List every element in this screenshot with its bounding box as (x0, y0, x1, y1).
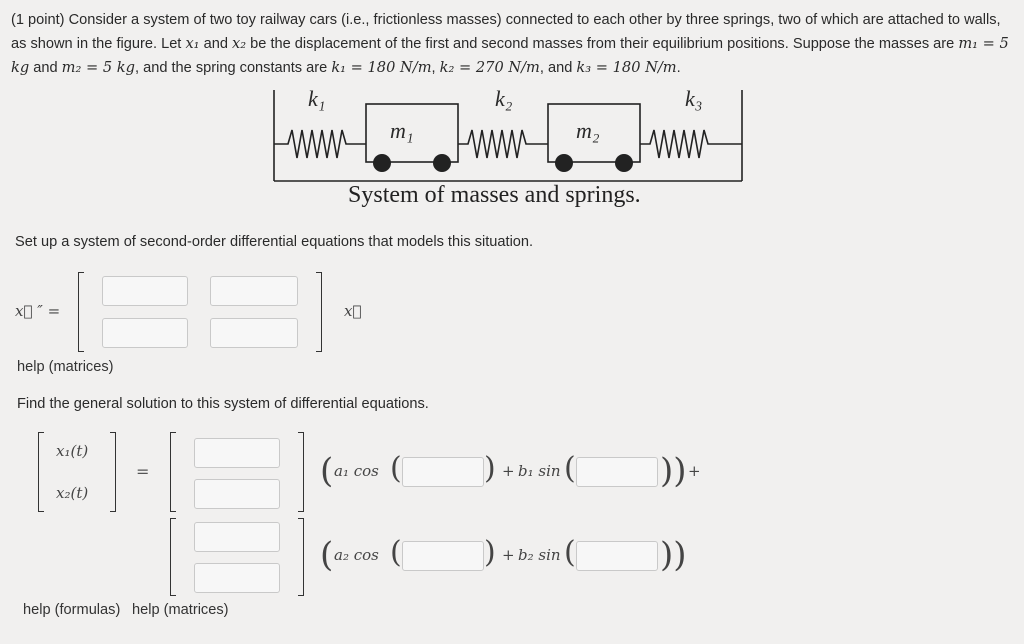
k3-equation: k₃ = 180 N/m (576, 59, 677, 76)
help-formulas-link[interactable]: help (formulas) (23, 602, 121, 618)
sin-open-paren-1: ( (564, 451, 576, 486)
intro-text: (1 point) Consider a system of two toy railway cars (i.e., frictionless masses) connected to each other by three springs, two of which are attached to walls, as shown in the figure. Let (11, 12, 1001, 52)
vector1-right-bracket (298, 432, 304, 512)
period: . (676, 60, 681, 76)
vector1-left-bracket (170, 432, 176, 512)
problem-statement (11, 9, 1011, 80)
matrix-right-bracket (316, 272, 322, 352)
wheel (433, 154, 451, 172)
x-vector-rhs: x⃗ (344, 302, 362, 320)
open-paren-1: ( (320, 451, 334, 491)
and-text: and (203, 36, 228, 52)
plus-2: + (502, 546, 515, 564)
solution-right-bracket (110, 432, 116, 512)
cos-open-paren-2: ( (390, 535, 402, 570)
comma-and: , and (539, 60, 573, 76)
spring-k2 (458, 130, 548, 158)
matrix-a21-input[interactable] (102, 318, 188, 348)
x2-symbol: x₂ (232, 35, 247, 52)
sin-arg-1-input[interactable] (576, 457, 658, 487)
label-k3: k₃ (685, 86, 703, 111)
part2-prompt: Find the general solution to this system of differential equations. (17, 396, 429, 412)
and-text-2: and (33, 60, 58, 76)
part1-prompt: Set up a system of second-order differential equations that models this situation. (15, 234, 534, 250)
cos-arg-2-input[interactable] (402, 541, 484, 571)
wheel (615, 154, 633, 172)
label-k1: k₁ (308, 86, 326, 111)
b1-sin: b₁ sin (518, 462, 561, 480)
eigvec2-bottom-input[interactable] (194, 563, 280, 593)
eigvec2-top-input[interactable] (194, 522, 280, 552)
wheels (373, 154, 633, 172)
b2-sin: b₂ sin (518, 546, 561, 564)
close-paren-1: )) (660, 451, 687, 491)
spring-k3 (640, 130, 742, 158)
eigvec1-bottom-input[interactable] (194, 479, 280, 509)
vector2-left-bracket (170, 518, 176, 596)
sin-arg-2-input[interactable] (576, 541, 658, 571)
help-matrices-link-1[interactable]: help (matrices) (17, 359, 114, 375)
wheel (373, 154, 391, 172)
cos-close-paren-2: ) (484, 535, 496, 570)
x2-of-t: x₂(t) (56, 484, 89, 502)
matrix-a12-input[interactable] (210, 276, 298, 306)
label-m1: m₁ (390, 118, 414, 143)
spring-k1 (274, 130, 366, 158)
wheel (555, 154, 573, 172)
k1-equation: k₁ = 180 N/m (331, 59, 432, 76)
x-double-prime-lhs: x⃗ ″ = (15, 302, 61, 320)
matrix-a22-input[interactable] (210, 318, 298, 348)
sin-open-paren-2: ( (564, 535, 576, 570)
label-k2: k₂ (495, 86, 513, 111)
intro-text-2: be the displacement of the first and second masses from their equilibrium positions. Suppose the masses are (250, 36, 955, 52)
cos-arg-1-input[interactable] (402, 457, 484, 487)
plus-1: + (502, 462, 515, 480)
m1-equation: m₁ = 5 kg (11, 35, 1009, 76)
k2-equation: k₂ = 270 N/m (439, 59, 540, 76)
figure-caption: System of masses and springs. (348, 182, 641, 208)
comma: , (431, 60, 436, 76)
intro-text-3: , and the spring constants are (134, 60, 328, 76)
vector2-right-bracket (298, 518, 304, 596)
matrix-left-bracket (78, 272, 84, 352)
label-m2: m₂ (576, 118, 600, 143)
x1-symbol: x₁ (185, 35, 200, 52)
equals-sign: = (136, 462, 150, 481)
cos-close-paren-1: ) (484, 451, 496, 486)
help-matrices-link-2[interactable]: help (matrices) (132, 602, 229, 618)
m2-equation: m₂ = 5 kg (61, 59, 135, 76)
open-paren-2: ( (320, 535, 334, 575)
plus-tail: + (688, 462, 701, 480)
cos-open-paren-1: ( (390, 451, 402, 486)
solution-left-bracket (38, 432, 44, 512)
matrix-a11-input[interactable] (102, 276, 188, 306)
a2-cos: a₂ cos (334, 546, 379, 564)
close-paren-2: )) (660, 535, 687, 575)
eigvec1-top-input[interactable] (194, 438, 280, 468)
a1-cos: a₁ cos (334, 462, 379, 480)
x1-of-t: x₁(t) (56, 442, 89, 460)
